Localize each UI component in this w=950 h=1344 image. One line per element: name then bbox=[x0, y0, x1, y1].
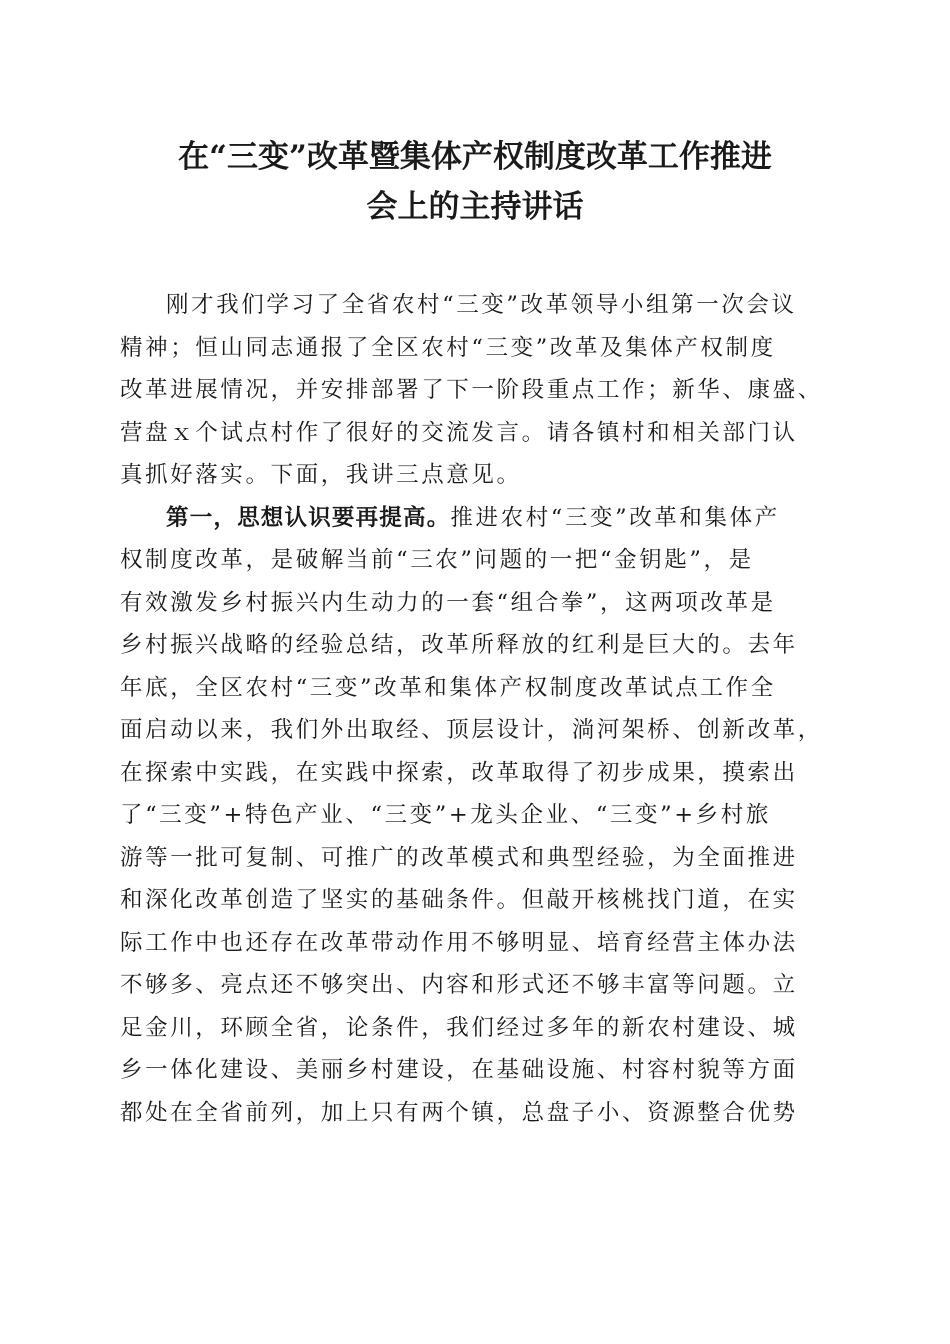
paragraph-2-first-text: 推进农村“三变”改革和集体产 bbox=[450, 504, 780, 531]
paragraph-2-line: 面启动以来，我们外出取经、顶层设计，淌河架桥、创新改革， bbox=[120, 717, 823, 743]
paragraph-1-line-1: 刚才我们学习了全省农村“三变”改革领导小组第一次会议 bbox=[166, 292, 797, 318]
paragraph-2-line: 游等一批可复制、可推广的改革模式和典型经验，为全面推进 bbox=[120, 844, 798, 871]
title-line-1: 在“三变”改革暨集体产权制度改革工作推进 bbox=[178, 139, 772, 175]
paragraph-2-line: 和深化改革创造了坚实的基础条件。但敲开核桃找门道，在实 bbox=[120, 887, 798, 913]
paragraph-2-line: 权制度改革，是破解当前“三农”问题的一把“金钥匙”，是 bbox=[120, 547, 754, 573]
paragraph-2-line: 都处在全省前列，加上只有两个镇，总盘子小、资源整合优势 bbox=[120, 1099, 798, 1126]
paragraph-1-line-2: 精神；恒山同志通报了全区农村“三变”改革及集体产权制度 bbox=[120, 334, 776, 361]
paragraph-2-line: 足金川，环顾全省，论条件，我们经过多年的新农村建设、城 bbox=[120, 1014, 798, 1041]
paragraph-2-heading: 第一，思想认识要再提高。 bbox=[166, 504, 451, 531]
paragraph-1-line-4: 营盘ｘ个试点村作了很好的交流发言。请各镇村和相关部门认 bbox=[120, 419, 798, 446]
paragraph-2-line: 不够多、亮点还不够突出、内容和形式还不够丰富等问题。立 bbox=[120, 972, 798, 998]
title-line-2: 会上的主持讲话 bbox=[366, 189, 584, 225]
paragraph-1-line-3: 改革进展情况，并安排部署了下一阶段重点工作；新华、康盛、 bbox=[120, 377, 823, 403]
paragraph-2-line: 了“三变”+特色产业、“三变”+龙头企业、“三变”+乡村旅 bbox=[120, 802, 771, 828]
paragraph-1-line-5: 真抓好落实。下面，我讲三点意见。 bbox=[120, 462, 522, 488]
paragraph-2-line-1 bbox=[120, 497, 840, 540]
paragraph-2-line: 乡村振兴战略的经验总结，改革所释放的红利是巨大的。去年 bbox=[120, 632, 798, 658]
paragraph-2-line: 际工作中也还存在改革带动作用不够明显、培育经营主体办法 bbox=[120, 929, 798, 956]
paragraph-2-line: 乡一体化建设、美丽乡村建设，在基础设施、村容村貌等方面 bbox=[120, 1057, 798, 1083]
document-body bbox=[120, 284, 840, 1134]
paragraph-2-line: 在探索中实践，在实践中探索，改革取得了初步成果，摸索出 bbox=[120, 759, 798, 786]
document-title bbox=[90, 132, 860, 232]
paragraph-2-line: 有效激发乡村振兴内生动力的一套“组合拳”，这两项改革是 bbox=[120, 589, 776, 616]
paragraph-2-line: 年底，全区农村“三变”改革和集体产权制度改革试点工作全 bbox=[120, 674, 776, 701]
